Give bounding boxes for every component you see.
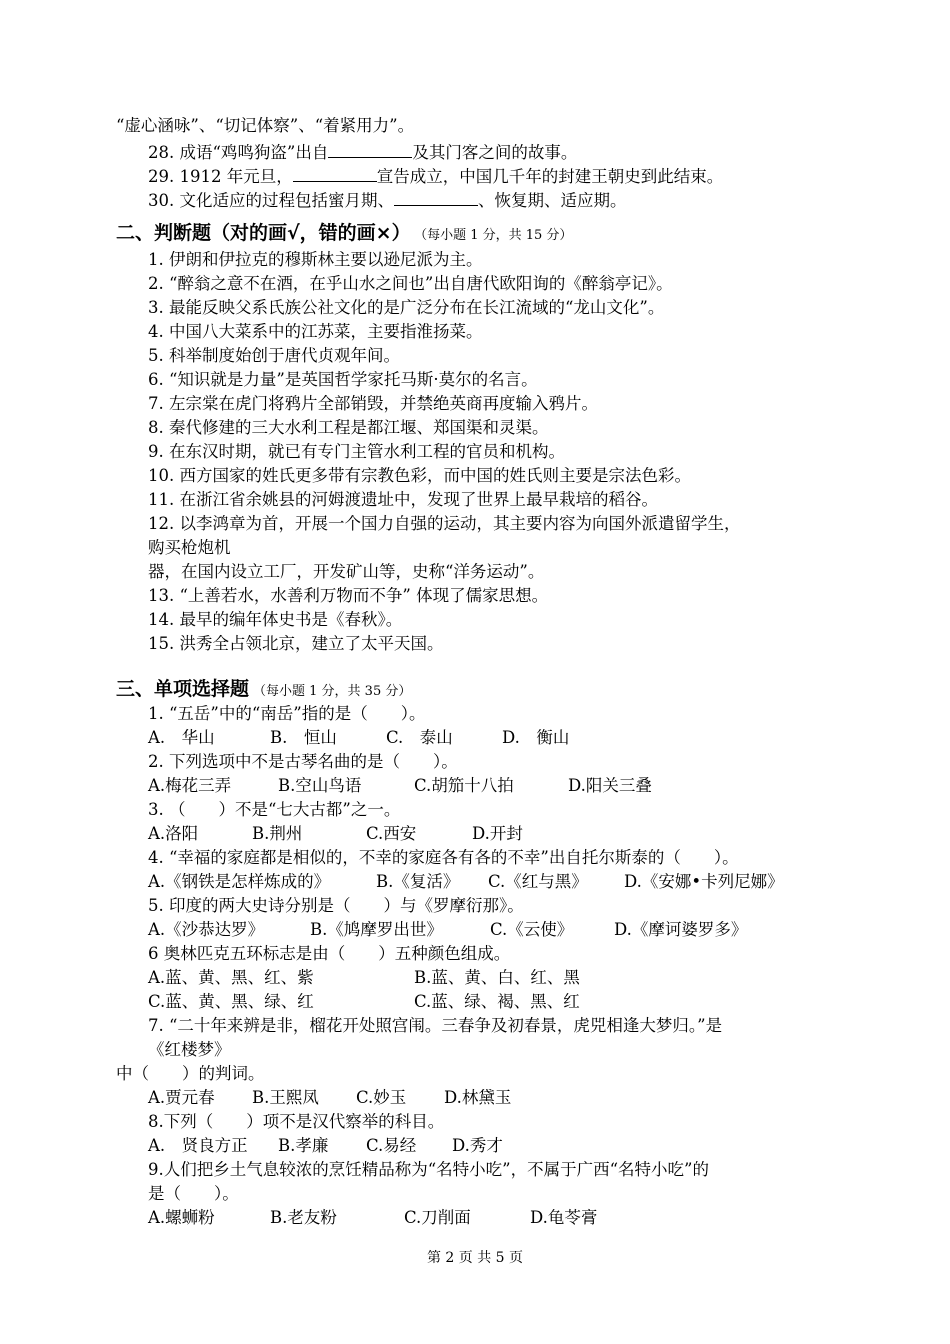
choice-question-7-continued: 中（ ）的判词。 xyxy=(116,1064,265,1083)
option-a: A.《钢铁是怎样炼成的》 xyxy=(148,872,331,891)
judge-item: 10. 西方国家的姓氏更多带有宗教色彩，而中国的姓氏则主要是宗法色彩。 xyxy=(148,466,691,485)
judge-item: 5. 科举制度始创于唐代贞观年间。 xyxy=(148,346,400,365)
option-c: C.胡笳十八拍 xyxy=(414,776,514,795)
choice-question-6: 6 奥林匹克五环标志是由（ ）五种颜色组成。 xyxy=(148,944,511,963)
judge-item: 13. “上善若水，水善利万物而不争” 体现了儒家思想。 xyxy=(148,586,549,605)
option-a: A.梅花三弄 xyxy=(148,776,232,795)
judge-item: 6. “知识就是力量”是英国哲学家托马斯·莫尔的名言。 xyxy=(148,370,538,389)
choice-question-2: 2. 下列选项中不是古琴名曲的是（ ）。 xyxy=(148,752,458,771)
judge-item: 3. 最能反映父系氏族公社文化的是广泛分布在长江流域的“龙山文化”。 xyxy=(148,298,665,317)
option-b: B.《复活》 xyxy=(376,872,460,891)
option-a: A.蓝、黄、黑、红、紫 xyxy=(148,968,314,987)
question-29 xyxy=(148,164,723,188)
choice-question-1: 1. “五岳”中的“南岳”指的是（ ）。 xyxy=(148,704,426,723)
question-29-text: 29. 1912 年元旦， xyxy=(148,167,293,186)
option-c: C.易经 xyxy=(366,1136,417,1155)
choice-question-9-continued: 是（ ）。 xyxy=(148,1184,239,1203)
judge-item: 7. 左宗棠在虎门将鸦片全部销毁，并禁绝英商再度输入鸦片。 xyxy=(148,394,598,413)
option-d: C.蓝、绿、褐、黑、红 xyxy=(414,992,580,1011)
option-a: A. 华山 xyxy=(148,728,215,747)
option-b: B.王熙凤 xyxy=(252,1088,319,1107)
question-30-text: 30. 文化适应的过程包括蜜月期、 xyxy=(148,191,394,210)
judge-item: 15. 洪秀全占领北京，建立了太平天国。 xyxy=(148,634,444,653)
option-b: B.蓝、黄、白、红、黑 xyxy=(414,968,580,987)
choice-question-5: 5. 印度的两大史诗分别是（ ）与《罗摩衍那》。 xyxy=(148,896,524,915)
judge-item-continued: 器，在国内设立工厂，开发矿山等，史称“洋务运动”。 xyxy=(148,562,545,581)
option-d: D.秀才 xyxy=(452,1136,503,1155)
judge-item: 11. 在浙江省余姚县的河姆渡遗址中，发现了世界上最早栽培的稻谷。 xyxy=(148,490,658,509)
option-d: D.林黛玉 xyxy=(444,1088,512,1107)
judge-item: 12. 以李鸿章为首，开展一个国力自强的运动，其主要内容为向国外派遣留学生， xyxy=(148,514,741,533)
question-30-text-end: 、恢复期、适应期。 xyxy=(478,191,627,210)
answer-blank xyxy=(328,140,412,158)
question-28-text: 28. 成语“鸡鸣狗盗”出自 xyxy=(148,143,329,162)
option-b: B.《鸠摩罗出世》 xyxy=(310,920,443,939)
section-3-heading xyxy=(116,676,411,705)
question-28-text-end: 及其门客之间的故事。 xyxy=(412,143,578,162)
option-d: D.《安娜•卡列尼娜》 xyxy=(624,872,784,891)
option-a: A.贾元春 xyxy=(148,1088,215,1107)
option-d: D.《摩诃婆罗多》 xyxy=(614,920,748,939)
choice-question-9: 9.人们把乡土气息较浓的烹饪精品称为“名特小吃”，不属于广西“名特小吃”的 xyxy=(148,1160,709,1179)
judge-item: 9. 在东汉时期，就已有专门主管水利工程的官员和机构。 xyxy=(148,442,565,461)
section-3-title: 三、单项选择题 xyxy=(116,678,250,700)
option-b: B.荆州 xyxy=(252,824,303,843)
section-3-score-note: （每小题 1 分，共 35 分） xyxy=(253,684,412,699)
section-2-heading xyxy=(116,220,572,249)
answer-blank xyxy=(293,164,377,182)
option-a: A.洛阳 xyxy=(148,824,199,843)
judge-item: 8. 秦代修建的三大水利工程是都江堰、郑国渠和灵渠。 xyxy=(148,418,549,437)
page-number: 第 2 页 共 5 页 xyxy=(426,1250,524,1266)
option-c: C. 泰山 xyxy=(386,728,453,747)
section-2-score-note: （每小题 1 分，共 15 分） xyxy=(420,228,573,243)
choice-question-4: 4. “幸福的家庭都是相似的，不幸的家庭各有各的不幸”出自托尔斯泰的（ ）。 xyxy=(148,848,739,867)
question-29-text-end: 宣告成立，中国几千年的封建王朝史到此结束。 xyxy=(376,167,724,186)
choice-question-8: 8.下列（ ）项不是汉代察举的科目。 xyxy=(148,1112,445,1131)
option-d: D.开封 xyxy=(472,824,523,843)
option-b: B.空山鸟语 xyxy=(278,776,362,795)
choice-question-7: 7. “二十年来辨是非，榴花开处照宫闱。三春争及初春景，虎兕相逢大梦归。”是 xyxy=(148,1016,723,1035)
choice-question-7-continued: 《红楼梦》 xyxy=(148,1040,231,1059)
option-c: C.蓝、黄、黑、绿、红 xyxy=(148,992,314,1011)
answer-blank xyxy=(394,188,478,206)
question-30 xyxy=(148,188,627,212)
option-c: C.妙玉 xyxy=(356,1088,407,1107)
option-d: D.阳关三叠 xyxy=(568,776,652,795)
judge-item: 4. 中国八大菜系中的江苏菜，主要指淮扬菜。 xyxy=(148,322,483,341)
option-b: B.孝廉 xyxy=(278,1136,329,1155)
option-a: A. 贤良方正 xyxy=(148,1136,248,1155)
option-c: C.西安 xyxy=(366,824,417,843)
option-c: C.《红与黑》 xyxy=(488,872,588,891)
choice-question-3: 3. （ ）不是“七大古都”之一。 xyxy=(148,800,401,819)
judge-item: 2. “醉翁之意不在酒，在乎山水之间也”出自唐代欧阳询的《醉翁亭记》。 xyxy=(148,274,673,293)
option-d: D.龟苓膏 xyxy=(530,1208,598,1227)
question-28 xyxy=(148,140,577,164)
option-c: C.刀削面 xyxy=(404,1208,471,1227)
option-a: A.《沙恭达罗》 xyxy=(148,920,265,939)
judge-item: 1. 伊朗和伊拉克的穆斯林主要以逊尼派为主。 xyxy=(148,250,483,269)
option-a: A.螺蛳粉 xyxy=(148,1208,215,1227)
option-b: B.老友粉 xyxy=(270,1208,337,1227)
section-2-title: 二、判断题（对的画√，错的画×） xyxy=(116,222,411,244)
text-line: “虚心涵咏”、“切记体察”、“着紧用力”。 xyxy=(116,116,415,135)
option-d: D. 衡山 xyxy=(502,728,570,747)
option-c: C.《云使》 xyxy=(490,920,574,939)
judge-item-continued: 购买枪炮机 xyxy=(148,538,231,557)
judge-item: 14. 最早的编年体史书是《春秋》。 xyxy=(148,610,403,629)
option-b: B. 恒山 xyxy=(270,728,337,747)
